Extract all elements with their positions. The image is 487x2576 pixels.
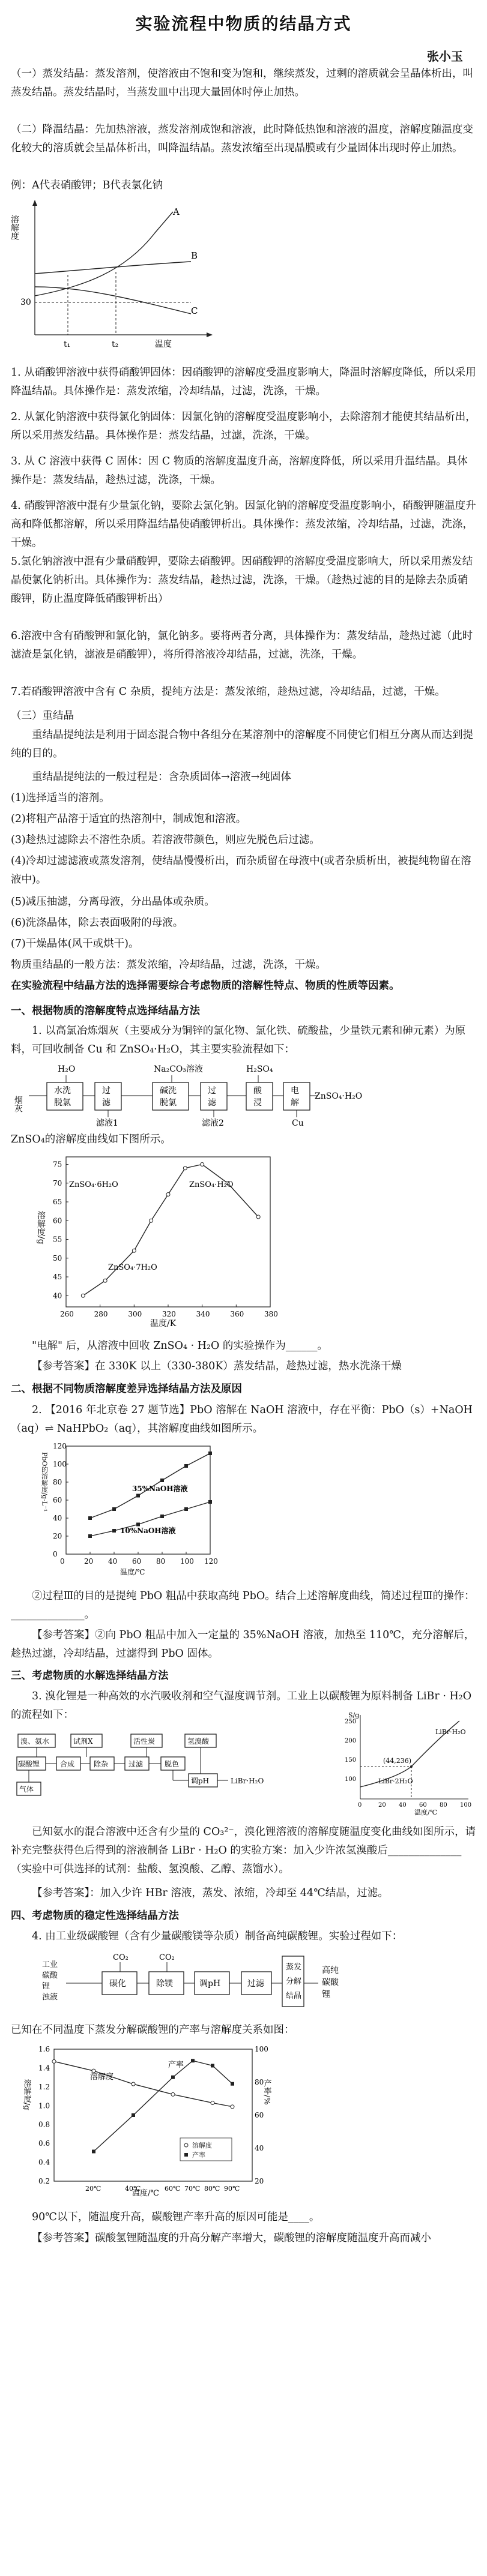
c4-solubility-point	[211, 2101, 214, 2105]
sec3-p2: 重结晶提纯法的一般过程是：含杂质固体→溶液→纯固体	[32, 771, 291, 783]
c4-ytick-label: 0.8	[38, 2120, 50, 2129]
svg-text:碳酸: 碳酸	[322, 1978, 339, 1987]
svg-text:结晶: 结晶	[286, 1992, 302, 2001]
intro-example: 例：A代表硝酸钾；B代表氯化钠	[11, 179, 163, 191]
chart-libr	[336, 1709, 480, 1817]
svg-text:电: 电	[291, 1086, 299, 1096]
c4-y2tick-label: 20	[255, 2177, 264, 2185]
fig1-ylabel: 溶解度	[10, 215, 19, 240]
item-7: 7.若硝酸钾溶液中含有 C 杂质，提纯方法是：蒸发浓缩，趁热过滤，冷却结晶，过滤，干燥。	[11, 686, 446, 698]
c4-solubility-point	[52, 2059, 56, 2063]
intro-cooling: （二）降温结晶：先加热溶液，蒸发溶剂成饱和溶液，此时降低热饱和溶液的温度，溶解度随温度变化较大的溶质就会呈晶体析出，叫降温结晶。蒸发浓缩至出现晶膜或有少量固体出现时停止加热。	[11, 124, 473, 154]
c4-ytick-label: 1.4	[38, 2064, 50, 2073]
s2-question-2: ②过程Ⅲ的目的是提纯 PbO 粗品中获取高纯 PbO。结合上述溶解度曲线，简述过程Ⅲ的操作：______________。	[11, 1590, 475, 1621]
c3-xtick-label: 80	[440, 1802, 447, 1809]
c1-xtick-label: 360	[230, 1310, 244, 1318]
c4-yield-point	[132, 2113, 135, 2117]
svg-text:除杂: 除杂	[94, 1760, 109, 1768]
c4-xtick-label: 40℃	[125, 2185, 141, 2193]
svg-text:碳酸: 碳酸	[42, 1971, 58, 1980]
c1-xtick-label: 340	[196, 1310, 210, 1318]
c2-point	[88, 1516, 92, 1520]
svg-text:酸: 酸	[253, 1086, 262, 1096]
c1-point	[183, 1166, 187, 1170]
step-6: (6)洗涤晶体，除去表面吸附的母液。	[11, 917, 184, 929]
svg-text:蒸发: 蒸发	[286, 1963, 302, 1972]
item-5: 5.氯化钠溶液中混有少量硝酸钾，要除去硝酸钾。因硝酸钾的溶解度受温度影响大，所以采用蒸发结晶使氯化钠析出。具体操作为：蒸发结晶，趁热过滤，洗涤，干燥。（趁热过滤的目的是除去杂质硝酸钾，防止温度降低硝酸钾析出）	[11, 556, 473, 605]
c1-point	[103, 1279, 107, 1282]
step-3: (3)趁热过滤除去不溶性杂质。若溶液带颜色，则应先脱色后过滤。	[11, 834, 320, 846]
c4-xtick-label: 20℃	[85, 2185, 101, 2193]
c2-point	[136, 1523, 140, 1527]
c1-point	[81, 1294, 85, 1297]
c1-ytick-label: 45	[53, 1273, 62, 1281]
c4-y2tick-label: 60	[255, 2111, 264, 2119]
c4-ytick-label: 1.0	[38, 2101, 50, 2110]
svg-text:滤: 滤	[102, 1098, 110, 1108]
svg-text:温度/℃: 温度/℃	[132, 2189, 159, 2198]
svg-text:试剂X: 试剂X	[73, 1737, 93, 1746]
c1-ytick-label: 70	[53, 1178, 62, 1187]
c2-point	[88, 1534, 92, 1538]
c1-xtick-label: 260	[60, 1310, 74, 1318]
svg-text:脱氯: 脱氯	[54, 1098, 71, 1108]
s4-question-2: 90℃以下，随温度升高，碳酸锂产率升高的原因可能是____。	[32, 2211, 320, 2223]
svg-text:S/g: S/g	[348, 1711, 360, 1719]
flow-1	[11, 1061, 371, 1127]
c2-ytick-label: 20	[53, 1532, 62, 1540]
svg-text:浊液: 浊液	[42, 1993, 58, 2002]
c3-xtick-label: 0	[358, 1802, 362, 1809]
c2-point	[208, 1500, 212, 1504]
svg-text:碳化: 碳化	[109, 1979, 126, 1989]
s4-question: 4. 由工业级碳酸锂（含有少量碳酸镁等杂质）制备高纯碳酸锂。实验过程如下：	[32, 1930, 403, 1942]
label-temp: 温度	[155, 340, 172, 349]
chart-znso4	[36, 1151, 288, 1331]
s1-curve-caption: ZnSO₄的溶解度曲线如下图所示。	[11, 1133, 171, 1145]
c1-xtick-label: 300	[128, 1310, 142, 1318]
solubility-sketch	[11, 197, 215, 359]
sec3-p1: 重结晶提纯法是利用于固态混合物中各组分在某溶剂中的溶解度不同使它们相互分离从而达到提纯的目的。	[11, 729, 473, 760]
c2-ytick-label: 80	[53, 1478, 62, 1486]
sec3-summary: 物质重结晶的一般方法：蒸发浓缩，冷却结晶，过滤，洗涤，干燥。	[11, 959, 326, 971]
svg-text:锂: 锂	[322, 1990, 330, 1999]
svg-text:锂: 锂	[42, 1982, 50, 1991]
c2-ylabel: PbO的溶解度/g·L⁻¹	[40, 1452, 49, 1512]
s2-answer: 【参考答案】②向 PbO 粗品中加入一定量的 35%NaOH 溶液，加热至 110℃，充分溶解后，趁热过滤，冷却结晶，过滤得到 PbO 固体。	[11, 1629, 475, 1660]
svg-text:溴、氨水: 溴、氨水	[20, 1737, 50, 1746]
page-title: 实验流程中物质的结晶方式	[135, 14, 352, 34]
s3-paragraph: 已知氨水的混合溶液中还含有少量的 CO₃²⁻，溴化锂溶液的溶解度随温度变化曲线如图所示，请补充完整获得色后得到的溶液制备 LiBr · H₂O 的实验方案：加入少许浓氢溴酸后______________（实验中可供选择的试剂：盐酸、氢溴酸、乙醇、蒸馏水）。	[11, 1826, 476, 1875]
svg-text:氢溴酸: 氢溴酸	[187, 1737, 210, 1746]
c4-solubility-point	[171, 2092, 175, 2096]
c2-ytick-label: 40	[53, 1514, 62, 1522]
s3-head: 三、考虑物质的水解选择结晶方法	[11, 1670, 169, 1682]
c1-ylabel: 溶解度/g	[36, 1211, 46, 1244]
c4-xtick-label: 90℃	[224, 2185, 240, 2193]
item-2: 2. 从氯化钠溶液中获得氯化钠固体：因氯化钠的溶解度受温度影响小，去除溶剂才能使其结晶析出，所以采用蒸发结晶。具体操作是：蒸发结晶，过滤，洗涤，干燥。	[11, 411, 476, 442]
svg-text:气体: 气体	[19, 1785, 34, 1794]
chart-pbo	[42, 1440, 222, 1578]
c4-y2tick-label: 100	[255, 2045, 268, 2053]
sec3-focus: 在实验流程中结晶方法的选择需要综合考虑物质的溶解性特点、物质的性质等因素。	[11, 980, 400, 992]
svg-text:调pH: 调pH	[199, 1979, 221, 1989]
c3-ytick-label: 150	[345, 1757, 357, 1764]
c1-point	[132, 1249, 136, 1252]
c2-point	[112, 1507, 116, 1511]
c1-xlabel: 温度/K	[150, 1319, 177, 1329]
c4-xtick-label: 70℃	[184, 2185, 201, 2193]
c4-yield-point	[191, 2059, 195, 2062]
c1-xtick-label: 280	[94, 1310, 108, 1318]
svg-text:碳酸锂: 碳酸锂	[18, 1760, 40, 1768]
label-c: C	[191, 305, 198, 316]
svg-text:溶解度: 溶解度	[90, 2073, 114, 2082]
c3-xtick-label: 40	[399, 1802, 407, 1809]
svg-text:滤液1: 滤液1	[96, 1118, 118, 1128]
s3-answer: 【参考答案】：加入少许 HBr 溶液，蒸发、浓缩，冷却至 44℃结晶，过滤。	[32, 1887, 389, 1899]
flow-3	[11, 1727, 347, 1805]
c3-xtick-label: 100	[460, 1802, 472, 1809]
c4-solubility-point	[231, 2105, 234, 2109]
s1-question: 1. 以高氯冶炼烟灰（主要成分为铜锌的氯化物、氯化铁、硫酸盐，少量铁元素和砷元素）为原料，可回收制备 Cu 和 ZnSO₄·H₂O，其主要实验流程如下：	[11, 1025, 466, 1055]
svg-text:脱氯: 脱氯	[160, 1098, 177, 1108]
c4-y2tick-label: 40	[255, 2144, 264, 2152]
c1-point	[166, 1193, 170, 1196]
c4-yield-point	[211, 2064, 214, 2068]
svg-text:Cu: Cu	[292, 1118, 304, 1128]
svg-text:滤液2: 滤液2	[202, 1118, 224, 1128]
s4-head: 四、考虑物质的稳定性选择结晶方法	[11, 1910, 179, 1922]
c1-point	[150, 1219, 153, 1222]
svg-text:过滤: 过滤	[129, 1760, 144, 1768]
c2-xtick-label: 60	[132, 1557, 142, 1566]
s1-head: 一、根据物质的溶解度特点选择结晶方法	[11, 1005, 200, 1017]
c4-yield-point	[92, 2150, 95, 2154]
svg-text:解: 解	[291, 1098, 299, 1108]
c2-ytick-label: 100	[53, 1460, 67, 1468]
c4-ytick-label: 0.4	[38, 2158, 50, 2167]
svg-text:工业: 工业	[42, 1960, 58, 1969]
svg-text:浸: 浸	[253, 1098, 262, 1108]
c2-point	[160, 1479, 164, 1482]
c4-frame	[54, 2049, 252, 2181]
c2-xtick-label: 100	[180, 1557, 194, 1566]
c4-y2tick-label: 80	[255, 2078, 264, 2086]
s4-answer: 【参考答案】碳酸氢锂随温度的升高分解产率增大，碳酸锂的溶解度随温度升高而减小	[32, 2232, 431, 2244]
s2-question: 2. 【2016 年北京卷 27 题节选】PbO 溶解在 NaOH 溶液中，存在平衡：PbO（s）+NaOH（aq）⇌ NaHPbO₂（aq），其溶解度曲线如图所示。	[11, 1404, 473, 1435]
c2-ytick-label: 0	[53, 1550, 58, 1558]
svg-text:烟灰: 烟灰	[13, 1096, 23, 1112]
c3-ytick-label: 100	[345, 1776, 357, 1783]
c2-xtick-label: 20	[84, 1557, 94, 1566]
step-5: (5)减压抽滤，分离母液，分出晶体或杂质。	[11, 896, 215, 908]
c2-xtick-label: 0	[60, 1557, 65, 1566]
svg-text:水洗: 水洗	[54, 1086, 71, 1096]
c4-ytick-label: 1.6	[38, 2045, 50, 2053]
c1-xtick-label: 320	[162, 1310, 176, 1318]
c1-ytick-label: 50	[53, 1253, 62, 1262]
label-a: A	[173, 206, 180, 217]
c2-point	[112, 1529, 116, 1533]
li2co3-solubility-curve	[54, 2061, 232, 2106]
c2-xlabel: 温度/℃	[120, 1568, 145, 1576]
label-b: B	[191, 250, 198, 261]
c2-point	[160, 1515, 164, 1518]
flow-4	[36, 1950, 372, 2016]
c1-label-h2o: ZnSO₄·H₂O	[189, 1180, 234, 1189]
s1-answer: 【参考答案】在 330K 以上（330-380K）蒸发结晶，趁热过滤，热水洗涤干燥	[32, 1360, 402, 1372]
step-4: (4)冷却过滤滤液或蒸发溶剂，使结晶慢慢析出，而杂质留在母液中(或者杂质析出，被提纯物留在溶液中)。	[11, 855, 471, 886]
svg-text:温度/℃: 温度/℃	[414, 1809, 438, 1816]
svg-text:过: 过	[208, 1086, 216, 1096]
c1-label-7h2o: ZnSO₄·7H₂O	[108, 1263, 157, 1272]
c2-point	[208, 1452, 212, 1455]
svg-text:产率/%: 产率/%	[262, 2079, 271, 2105]
svg-text:调pH: 调pH	[191, 1777, 210, 1785]
sec3-head: （三）重结晶	[11, 710, 74, 722]
svg-text:LiBr·H₂O: LiBr·H₂O	[231, 1777, 264, 1785]
step-7: (7)干燥晶体(风干或烘干)。	[11, 938, 139, 950]
c2-frame	[66, 1446, 210, 1554]
step-1: (1)选择适当的溶剂。	[11, 792, 110, 804]
svg-text:活性炭: 活性炭	[133, 1737, 156, 1746]
c1-ytick-label: 55	[53, 1235, 62, 1244]
svg-text:溶解度/g: 溶解度/g	[22, 2079, 31, 2110]
c1-ytick-label: 60	[53, 1216, 62, 1225]
svg-text:ZnSO₄·H₂O: ZnSO₄·H₂O	[315, 1091, 363, 1101]
c3-xtick-label: 20	[378, 1802, 386, 1809]
intro-evaporation: （一）蒸发结晶：蒸发溶剂，使溶液由不饱和变为饱和，继续蒸发，过剩的溶质就会呈晶体析出，叫蒸发结晶。蒸发结晶时，当蒸发皿中出现大量固体时停止加热。	[11, 68, 473, 98]
item-1: 1. 从硝酸钾溶液中获得硝酸钾固体：因硝酸钾的溶解度受温度影响大，降温时溶解度降低，所以采用降温结晶。具体操作是：蒸发浓缩，冷却结晶，过滤，洗涤，干燥。	[11, 367, 476, 397]
svg-text:高纯: 高纯	[322, 1966, 339, 1975]
svg-text:除镁: 除镁	[156, 1979, 173, 1989]
label-t2: t₂	[112, 340, 119, 349]
svg-text:碱洗: 碱洗	[160, 1086, 177, 1096]
c2-xtick-label: 120	[204, 1557, 218, 1566]
c1-xtick-label: 380	[264, 1310, 278, 1318]
c2-xtick-label: 80	[156, 1557, 166, 1566]
c3-xtick-label: 60	[419, 1802, 427, 1809]
s4-paragraph: 已知在不同温度下蒸发分解碳酸锂的产率与溶解度关系如图：	[11, 2024, 295, 2036]
svg-text:产率: 产率	[168, 2061, 184, 2070]
svg-text:CO₂: CO₂	[113, 1953, 129, 1962]
svg-text:Na₂CO₃溶液: Na₂CO₃溶液	[154, 1064, 204, 1074]
s2-head: 二、根据不同物质溶解度差异选择结晶方法及原因	[11, 1383, 242, 1395]
curve-b	[35, 262, 191, 274]
c4-yield-point	[231, 2082, 234, 2086]
s1-ans-question: "电解" 后，从溶液中回收 ZnSO₄ · H₂O 的实验操作为______。	[32, 1340, 328, 1352]
c4-xtick-label: 60℃	[165, 2185, 181, 2193]
c4-solubility-point	[132, 2082, 135, 2086]
c4-ytick-label: 0.6	[38, 2139, 50, 2148]
c4-ytick-label: 1.2	[38, 2082, 50, 2091]
c4-ytick-label: 0.2	[38, 2177, 50, 2185]
label-t1: t₁	[64, 340, 71, 349]
c1-label-6h2o: ZnSO₄·6H₂O	[69, 1180, 118, 1189]
fig1-tick-30: 30	[20, 298, 31, 307]
item-4: 4. 硝酸钾溶液中混有少量氯化钠，要除去氯化钠。因氯化钠的溶解度受温度影响小，硝酸钾随温度升高和降低都溶解，所以采用降温结晶使硝酸钾析出。具体操作：蒸发浓缩，冷却结晶，过滤，洗涤，干燥。	[11, 500, 476, 549]
svg-text:(44,236): (44,236)	[383, 1757, 412, 1765]
c1-point	[256, 1215, 260, 1219]
c2-xtick-label: 40	[108, 1557, 118, 1566]
c2-point	[184, 1464, 188, 1468]
svg-text:H₂SO₄: H₂SO₄	[246, 1064, 273, 1074]
svg-text:合成: 合成	[60, 1760, 75, 1768]
c1-point	[201, 1163, 204, 1166]
c1-frame	[66, 1157, 270, 1307]
s3-question: 3. 溴化锂是一种高效的水汽吸收剂和空气湿度调节剂。工业上以碳酸锂为原料制备 LiBr · H₂O 的流程如下：	[11, 1690, 472, 1721]
c2-ytick-label: 120	[53, 1442, 67, 1450]
c2-ytick-label: 60	[53, 1496, 62, 1504]
svg-text:溶解度: 溶解度	[192, 2142, 212, 2149]
c1-ytick-label: 40	[53, 1291, 62, 1300]
c2-point	[184, 1507, 188, 1511]
item-6: 6.溶液中含有硝酸钾和氯化钠，氯化钠多。要将两者分离，具体操作为：蒸发结晶，趁热过滤（此时滤渣是氯化钠，滤液是硝酸钾），将所得溶液冷却结晶，过滤，洗涤，干燥。	[11, 630, 473, 661]
c2-label-10: 10%NaOH溶液	[120, 1527, 176, 1535]
author: 张小玉	[427, 49, 463, 64]
svg-text:LiBr·H₂O: LiBr·H₂O	[435, 1728, 466, 1736]
svg-text:CO₂: CO₂	[159, 1953, 175, 1962]
svg-text:滤: 滤	[208, 1098, 216, 1108]
c2-point	[136, 1494, 140, 1498]
c4-xtick-label: 80℃	[204, 2185, 220, 2193]
item-3: 3. 从 C 溶液中获得 C 固体：因 C 物质的溶解度温度升高，溶解度降低，所以采用升温结晶。具体操作是：蒸发结晶，趁热过滤，洗涤，干燥。	[11, 455, 468, 486]
curve-a	[35, 212, 173, 296]
step-2: (2)将粗产品溶于适宜的热溶剂中，制成饱和溶液。	[11, 813, 247, 825]
svg-text:H₂O: H₂O	[58, 1064, 76, 1074]
svg-text:产率: 产率	[192, 2151, 205, 2159]
chart-li2co3	[24, 2043, 276, 2199]
svg-text:脱色: 脱色	[165, 1760, 180, 1768]
c4-yield-point	[171, 2076, 175, 2079]
svg-text:过滤: 过滤	[247, 1979, 264, 1989]
svg-text:过: 过	[102, 1086, 110, 1096]
c3-ytick-label: 250	[345, 1719, 357, 1725]
c1-ytick-label: 75	[53, 1160, 62, 1169]
svg-text:LiBr·2H₂O: LiBr·2H₂O	[378, 1777, 413, 1785]
c2-label-35: 35%NaOH溶液	[132, 1485, 188, 1493]
c1-ytick-label: 65	[53, 1198, 62, 1206]
c3-ytick-label: 200	[345, 1738, 357, 1744]
svg-text:分解: 分解	[286, 1977, 302, 1986]
